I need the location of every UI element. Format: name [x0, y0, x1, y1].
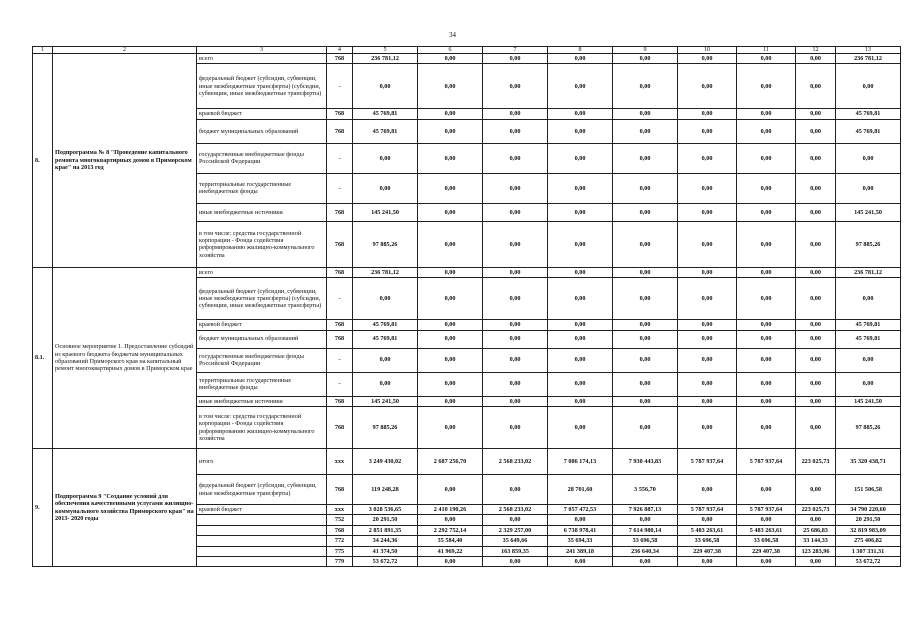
- amount-cell: 0,00: [613, 320, 678, 330]
- amount-cell: 236 781,12: [353, 54, 418, 64]
- budget-code: 768: [327, 54, 353, 64]
- page-number: 34: [449, 31, 456, 39]
- amount-cell: 0,00: [483, 267, 548, 277]
- amount-cell: 0,00: [613, 557, 678, 567]
- amount-cell: 0,00: [678, 557, 737, 567]
- amount-cell: 275 406,82: [836, 536, 901, 546]
- amount-cell: 0,00: [613, 203, 678, 221]
- amount-cell: 0,00: [483, 173, 548, 203]
- amount-cell: 2 410 190,26: [418, 505, 483, 515]
- amount-cell: 0,00: [796, 475, 836, 505]
- row-number: 8.1.: [33, 267, 53, 448]
- amount-cell: 0,00: [483, 278, 548, 320]
- amount-cell: 2 329 257,00: [483, 525, 548, 535]
- funding-source: федеральный бюджет (субсидии, субвенции, иные межбюджетные трансферты): [197, 475, 327, 505]
- amount-cell: 0,00: [678, 396, 737, 406]
- amount-cell: 7 930 443,83: [613, 449, 678, 475]
- amount-cell: 0,00: [418, 407, 483, 449]
- amount-cell: 20 291,50: [836, 515, 901, 525]
- amount-cell: 0,00: [548, 54, 613, 64]
- amount-cell: 236 781,12: [836, 54, 901, 64]
- budget-code: 772: [327, 536, 353, 546]
- amount-cell: 0,00: [548, 407, 613, 449]
- amount-cell: 33 696,58: [737, 536, 796, 546]
- amount-cell: 33 696,58: [678, 536, 737, 546]
- amount-cell: 2 292 752,14: [418, 525, 483, 535]
- amount-cell: 0,00: [548, 348, 613, 372]
- header-cell: 10: [678, 47, 737, 54]
- budget-code: -: [327, 372, 353, 396]
- header-cell: 13: [836, 47, 901, 54]
- amount-cell: 7 614 980,14: [613, 525, 678, 535]
- funding-source: всего: [197, 267, 327, 277]
- amount-cell: 0,00: [418, 348, 483, 372]
- amount-cell: 0,00: [737, 330, 796, 348]
- table-row: [33, 267, 901, 277]
- amount-cell: 0,00: [418, 54, 483, 64]
- amount-cell: 0,00: [418, 475, 483, 505]
- amount-cell: 0,00: [678, 109, 737, 119]
- amount-cell: 0,00: [613, 278, 678, 320]
- amount-cell: 3 556,70: [613, 475, 678, 505]
- amount-cell: 2 568 233,02: [483, 505, 548, 515]
- amount-cell: 0,00: [737, 475, 796, 505]
- table-row: [33, 449, 901, 475]
- amount-cell: 0,00: [548, 372, 613, 396]
- budget-table: [32, 46, 901, 567]
- row-number: 8.: [33, 54, 53, 268]
- budget-code: 768: [327, 221, 353, 267]
- amount-cell: 7 926 887,13: [613, 505, 678, 515]
- amount-cell: 0,00: [613, 515, 678, 525]
- amount-cell: 45 769,81: [353, 119, 418, 143]
- amount-cell: 0,00: [483, 119, 548, 143]
- amount-cell: 0,00: [613, 143, 678, 173]
- amount-cell: 97 885,26: [836, 407, 901, 449]
- amount-cell: 0,00: [548, 119, 613, 143]
- amount-cell: 0,00: [353, 143, 418, 173]
- amount-cell: 0,00: [836, 173, 901, 203]
- amount-cell: 0,00: [678, 143, 737, 173]
- amount-cell: 236 640,34: [613, 546, 678, 556]
- amount-cell: 0,00: [678, 267, 737, 277]
- amount-cell: 0,00: [418, 109, 483, 119]
- amount-cell: 0,00: [418, 278, 483, 320]
- amount-cell: 0,00: [613, 119, 678, 143]
- amount-cell: 35 320 438,71: [836, 449, 901, 475]
- amount-cell: 0,00: [418, 221, 483, 267]
- funding-source: бюджет муниципальных образований: [197, 330, 327, 348]
- amount-cell: 0,00: [737, 173, 796, 203]
- amount-cell: 2 687 256,70: [418, 449, 483, 475]
- amount-cell: 0,00: [613, 221, 678, 267]
- amount-cell: 5 787 937,64: [678, 505, 737, 515]
- amount-cell: 0,00: [483, 203, 548, 221]
- amount-cell: 0,00: [737, 278, 796, 320]
- header-cell: 3: [197, 47, 327, 54]
- amount-cell: 0,00: [796, 64, 836, 109]
- budget-code: 768: [327, 525, 353, 535]
- amount-cell: 53 672,72: [353, 557, 418, 567]
- program-title: Подпрограмма № 8 "Проведение капитального ремонта многоквартирных домов в Приморском крае" на 2013 год: [53, 54, 197, 268]
- funding-source: иные внебюджетные источники: [197, 203, 327, 221]
- amount-cell: 0,00: [678, 173, 737, 203]
- amount-cell: 0,00: [418, 119, 483, 143]
- amount-cell: 7 086 174,13: [548, 449, 613, 475]
- header-cell: 9: [613, 47, 678, 54]
- amount-cell: 0,00: [548, 143, 613, 173]
- amount-cell: 0,00: [483, 143, 548, 173]
- amount-cell: 0,00: [737, 54, 796, 64]
- header-cell: 5: [353, 47, 418, 54]
- amount-cell: 45 769,81: [836, 320, 901, 330]
- amount-cell: 0,00: [796, 203, 836, 221]
- amount-cell: 1 307 331,31: [836, 546, 901, 556]
- amount-cell: 0,00: [613, 267, 678, 277]
- amount-cell: 0,00: [548, 64, 613, 109]
- amount-cell: 0,00: [418, 557, 483, 567]
- funding-source: [197, 546, 327, 556]
- amount-cell: 2 851 891,35: [353, 525, 418, 535]
- amount-cell: 35 584,40: [418, 536, 483, 546]
- amount-cell: 0,00: [613, 372, 678, 396]
- amount-cell: 33 144,33: [796, 536, 836, 546]
- funding-source: бюджет муниципальных образований: [197, 119, 327, 143]
- amount-cell: 97 885,26: [836, 221, 901, 267]
- amount-cell: 0,00: [613, 173, 678, 203]
- amount-cell: 97 885,26: [353, 221, 418, 267]
- amount-cell: 0,00: [678, 221, 737, 267]
- amount-cell: 241 389,18: [548, 546, 613, 556]
- amount-cell: 0,00: [613, 330, 678, 348]
- amount-cell: 45 769,81: [353, 109, 418, 119]
- table-row: [33, 54, 901, 64]
- amount-cell: 0,00: [836, 64, 901, 109]
- amount-cell: 0,00: [483, 320, 548, 330]
- amount-cell: 0,00: [737, 64, 796, 109]
- amount-cell: 0,00: [548, 320, 613, 330]
- funding-source: [197, 536, 327, 546]
- amount-cell: 0,00: [737, 267, 796, 277]
- amount-cell: 0,00: [353, 173, 418, 203]
- funding-source: всего: [197, 54, 327, 64]
- amount-cell: 223 025,73: [796, 505, 836, 515]
- budget-code: 768: [327, 109, 353, 119]
- amount-cell: 0,00: [796, 221, 836, 267]
- header-cell: 2: [53, 47, 197, 54]
- amount-cell: 145 241,50: [836, 203, 901, 221]
- amount-cell: 119 248,28: [353, 475, 418, 505]
- amount-cell: 0,00: [418, 330, 483, 348]
- funding-source: федеральный бюджет (субсидии, субвенции, иные межбюджетные трансферты) (субсидии, субвенции, иные межбюджетные трансферты): [197, 64, 327, 109]
- budget-code: 779: [327, 557, 353, 567]
- header-cell: 12: [796, 47, 836, 54]
- amount-cell: 0,00: [483, 407, 548, 449]
- amount-cell: 45 769,81: [836, 119, 901, 143]
- amount-cell: 45 769,81: [353, 330, 418, 348]
- amount-cell: 0,00: [796, 407, 836, 449]
- amount-cell: 0,00: [483, 330, 548, 348]
- amount-cell: 0,00: [796, 119, 836, 143]
- amount-cell: 0,00: [548, 330, 613, 348]
- funding-source: федеральный бюджет (субсидии, субвенции, иные межбюджетные трансферты) (субсидии, субвенции, иные межбюджетные трансферты): [197, 278, 327, 320]
- program-title: Подпрограмма 9 "Создание условий для обеспечения качественными услугами жилищно-коммунального хозяйства Приморского края" на 2013- 2020 годы: [53, 449, 197, 567]
- amount-cell: 0,00: [353, 278, 418, 320]
- amount-cell: 0,00: [737, 320, 796, 330]
- amount-cell: 236 781,12: [836, 267, 901, 277]
- amount-cell: 0,00: [678, 348, 737, 372]
- amount-cell: 0,00: [737, 348, 796, 372]
- amount-cell: 0,00: [737, 221, 796, 267]
- amount-cell: 0,00: [548, 109, 613, 119]
- funding-source: краевой бюджет: [197, 320, 327, 330]
- amount-cell: 28 701,60: [548, 475, 613, 505]
- amount-cell: 0,00: [548, 221, 613, 267]
- amount-cell: 0,00: [548, 515, 613, 525]
- amount-cell: 0,00: [418, 515, 483, 525]
- budget-code: 768: [327, 267, 353, 277]
- amount-cell: 53 672,72: [836, 557, 901, 567]
- amount-cell: 5 483 263,61: [737, 525, 796, 535]
- amount-cell: 0,00: [796, 396, 836, 406]
- amount-cell: 0,00: [548, 278, 613, 320]
- funding-source: иные внебюджетные источники: [197, 396, 327, 406]
- row-number: 9.: [33, 449, 53, 567]
- amount-cell: 7 057 472,53: [548, 505, 613, 515]
- amount-cell: 35 649,66: [483, 536, 548, 546]
- amount-cell: 20 291,50: [353, 515, 418, 525]
- amount-cell: 0,00: [737, 557, 796, 567]
- amount-cell: 0,00: [678, 278, 737, 320]
- funding-source: [197, 525, 327, 535]
- amount-cell: 0,00: [613, 396, 678, 406]
- amount-cell: 0,00: [548, 173, 613, 203]
- amount-cell: 229 407,38: [678, 546, 737, 556]
- header-cell: 6: [418, 47, 483, 54]
- funding-source: краевой бюджет: [197, 109, 327, 119]
- budget-code: -: [327, 64, 353, 109]
- amount-cell: 0,00: [796, 173, 836, 203]
- amount-cell: 0,00: [678, 119, 737, 143]
- amount-cell: 0,00: [737, 515, 796, 525]
- amount-cell: 0,00: [796, 515, 836, 525]
- funding-source: территориальные государственные внебюджетные фонды: [197, 372, 327, 396]
- funding-source: итого: [197, 449, 327, 475]
- budget-code: -: [327, 348, 353, 372]
- budget-code: 775: [327, 546, 353, 556]
- amount-cell: 0,00: [796, 267, 836, 277]
- amount-cell: 0,00: [418, 372, 483, 396]
- amount-cell: 0,00: [678, 515, 737, 525]
- amount-cell: 0,00: [836, 143, 901, 173]
- amount-cell: 3 028 536,65: [353, 505, 418, 515]
- funding-source: [197, 515, 327, 525]
- amount-cell: 0,00: [548, 203, 613, 221]
- amount-cell: 0,00: [483, 515, 548, 525]
- amount-cell: 0,00: [796, 143, 836, 173]
- budget-code: xxx: [327, 505, 353, 515]
- amount-cell: 0,00: [483, 109, 548, 119]
- amount-cell: 5 787 937,64: [737, 505, 796, 515]
- amount-cell: 0,00: [678, 330, 737, 348]
- amount-cell: 0,00: [678, 372, 737, 396]
- amount-cell: 145 241,50: [836, 396, 901, 406]
- amount-cell: 45 769,81: [353, 320, 418, 330]
- amount-cell: 223 025,73: [796, 449, 836, 475]
- budget-code: -: [327, 278, 353, 320]
- amount-cell: 163 859,35: [483, 546, 548, 556]
- amount-cell: 0,00: [483, 372, 548, 396]
- amount-cell: 0,00: [418, 396, 483, 406]
- amount-cell: 0,00: [796, 372, 836, 396]
- budget-code: xxx: [327, 449, 353, 475]
- amount-cell: 236 781,12: [353, 267, 418, 277]
- funding-source: государственные внебюджетные фонды Российской Федерации: [197, 143, 327, 173]
- budget-code: -: [327, 173, 353, 203]
- header-cell: 7: [483, 47, 548, 54]
- amount-cell: 0,00: [796, 278, 836, 320]
- amount-cell: 5 787 937,64: [678, 449, 737, 475]
- amount-cell: 3 249 430,02: [353, 449, 418, 475]
- amount-cell: 0,00: [737, 109, 796, 119]
- amount-cell: 32 819 983,09: [836, 525, 901, 535]
- amount-cell: 0,00: [483, 54, 548, 64]
- budget-code: 768: [327, 203, 353, 221]
- budget-code: 768: [327, 407, 353, 449]
- amount-cell: 6 738 978,41: [548, 525, 613, 535]
- amount-cell: 0,00: [678, 203, 737, 221]
- amount-cell: 41 969,22: [418, 546, 483, 556]
- program-title: Основное мероприятие 1. Предоставление субсидий из краевого бюджета бюджетам муниципальных образований Приморского края на капитальный ремонт многоквартирных домов в Приморском крае: [53, 267, 197, 448]
- funding-source: в том числе: средства государственной корпорации - Фонда содействия реформированию жилищно-коммунального хозяйства: [197, 407, 327, 449]
- budget-code: 768: [327, 330, 353, 348]
- amount-cell: 0,00: [483, 475, 548, 505]
- funding-source: [197, 557, 327, 567]
- amount-cell: 0,00: [483, 557, 548, 567]
- amount-cell: 0,00: [796, 330, 836, 348]
- amount-cell: 0,00: [737, 372, 796, 396]
- amount-cell: 229 407,38: [737, 546, 796, 556]
- amount-cell: 0,00: [353, 64, 418, 109]
- amount-cell: 0,00: [613, 109, 678, 119]
- amount-cell: 0,00: [418, 143, 483, 173]
- amount-cell: 45 769,81: [836, 109, 901, 119]
- amount-cell: 0,00: [483, 348, 548, 372]
- amount-cell: 0,00: [737, 407, 796, 449]
- amount-cell: 5 483 263,61: [678, 525, 737, 535]
- funding-source: государственные внебюджетные фонды Российской Федерации: [197, 348, 327, 372]
- amount-cell: 0,00: [548, 557, 613, 567]
- amount-cell: 0,00: [418, 320, 483, 330]
- amount-cell: 0,00: [678, 54, 737, 64]
- amount-cell: 0,00: [678, 475, 737, 505]
- amount-cell: 25 686,83: [796, 525, 836, 535]
- amount-cell: 0,00: [418, 64, 483, 109]
- header-cell: 8: [548, 47, 613, 54]
- amount-cell: 0,00: [418, 267, 483, 277]
- budget-code: 768: [327, 475, 353, 505]
- amount-cell: 0,00: [678, 320, 737, 330]
- amount-cell: 0,00: [548, 267, 613, 277]
- amount-cell: 123 283,96: [796, 546, 836, 556]
- amount-cell: 0,00: [613, 64, 678, 109]
- amount-cell: 97 885,26: [353, 407, 418, 449]
- budget-code: 768: [327, 396, 353, 406]
- amount-cell: 0,00: [548, 396, 613, 406]
- amount-cell: 5 787 937,64: [737, 449, 796, 475]
- amount-cell: 0,00: [418, 173, 483, 203]
- amount-cell: 0,00: [836, 348, 901, 372]
- budget-code: 768: [327, 320, 353, 330]
- amount-cell: 0,00: [613, 348, 678, 372]
- amount-cell: 0,00: [678, 64, 737, 109]
- budget-code: 768: [327, 119, 353, 143]
- header-cell: 11: [737, 47, 796, 54]
- amount-cell: 0,00: [796, 348, 836, 372]
- amount-cell: 2 568 233,02: [483, 449, 548, 475]
- amount-cell: 0,00: [796, 54, 836, 64]
- amount-cell: 151 506,58: [836, 475, 901, 505]
- amount-cell: 0,00: [353, 372, 418, 396]
- amount-cell: 0,00: [483, 64, 548, 109]
- amount-cell: 41 374,50: [353, 546, 418, 556]
- header-row: [33, 47, 901, 54]
- amount-cell: 0,00: [737, 143, 796, 173]
- amount-cell: 0,00: [613, 54, 678, 64]
- amount-cell: 145 241,50: [353, 396, 418, 406]
- amount-cell: 0,00: [483, 221, 548, 267]
- funding-source: в том числе: средства государственной корпорации - Фонда содействия реформированию жилищно-коммунального хозяйства: [197, 221, 327, 267]
- amount-cell: 145 241,50: [353, 203, 418, 221]
- amount-cell: 0,00: [678, 407, 737, 449]
- amount-cell: 0,00: [737, 119, 796, 143]
- amount-cell: 0,00: [836, 278, 901, 320]
- amount-cell: 45 769,81: [836, 330, 901, 348]
- amount-cell: 0,00: [418, 203, 483, 221]
- amount-cell: 0,00: [836, 372, 901, 396]
- amount-cell: 0,00: [483, 396, 548, 406]
- amount-cell: 34 244,36: [353, 536, 418, 546]
- amount-cell: 0,00: [796, 320, 836, 330]
- budget-code: 752: [327, 515, 353, 525]
- funding-source: территориальные государственные внебюджетные фонды: [197, 173, 327, 203]
- header-cell: 4: [327, 47, 353, 54]
- funding-source: краевой бюджет: [197, 505, 327, 515]
- amount-cell: 33 696,58: [613, 536, 678, 546]
- header-cell: 1: [33, 47, 53, 54]
- amount-cell: 0,00: [353, 348, 418, 372]
- amount-cell: 0,00: [796, 557, 836, 567]
- table-body: [33, 47, 901, 567]
- amount-cell: 0,00: [737, 396, 796, 406]
- amount-cell: 35 694,33: [548, 536, 613, 546]
- amount-cell: 0,00: [796, 109, 836, 119]
- amount-cell: 0,00: [737, 203, 796, 221]
- budget-code: -: [327, 143, 353, 173]
- amount-cell: 0,00: [613, 407, 678, 449]
- amount-cell: 34 790 220,60: [836, 505, 901, 515]
